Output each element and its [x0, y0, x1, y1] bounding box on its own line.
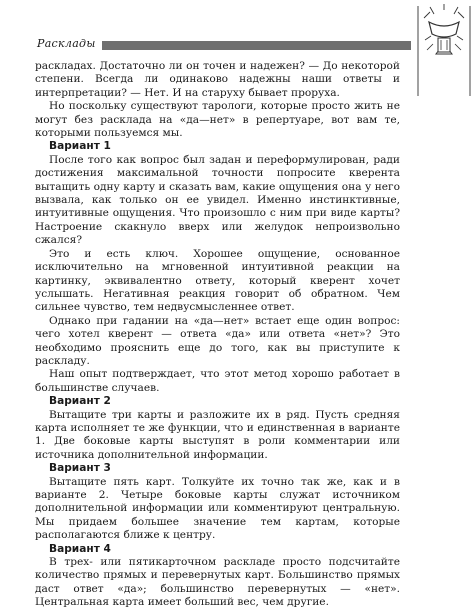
paragraph: После того как вопрос был задан и переформулирован, ради достижения максимальной точности попросите кверента вытащить одну карту и сказать вам, какие ощущения она у него вызвала, как только он ее увидел. Именно инстинктивные, интуитивные ощущения. Что произошло с ним при виде карты? Настроение скакнуло вверх или желудок непроизвольно сжался?	[35, 153, 400, 247]
chapter-tab	[416, 0, 473, 96]
tarot-cup-icon	[416, 0, 473, 96]
section-heading: Вариант 2	[49, 395, 111, 408]
paragraph: раскладах. Достаточно ли он точен и надежен? — До некоторой степени. Всегда ли одинаково надежны наши ответы и интерпретации? — Нет. И на старуху бывает проруха.	[35, 60, 400, 99]
section-heading: Вариант 1	[49, 140, 111, 153]
paragraph: Однако при гадании на «да—нет» встает еще один вопрос: чего хотел кверент — ответа «да» или ответа «нет»? Это необходимо прояснить еще до того, как вы приступите к раскладу.	[35, 314, 400, 367]
paragraph: Наш опыт подтверждает, что этот метод хорошо работает в большинстве случаев.	[35, 368, 400, 394]
running-header	[0, 38, 411, 52]
section-heading: Вариант 3	[49, 462, 111, 475]
section-heading: Вариант 4	[49, 542, 111, 555]
running-header-title: Расклады	[37, 37, 96, 50]
paragraph: В трех- или пятикарточном раскладе просто подсчитайте количество прямых и перевернутых карт. Большинство прямых даст ответ «да»; большинство перевернутых — «нет». Центральная карта имеет больший вес, чем другие.	[35, 556, 400, 609]
paragraph: Вытащите три карты и разложите их в ряд. Пусть средняя карта исполняет те же функции, что и единственная в варианте 1. Две боковые карты выступят в роли комментарии или источника дополнительной информации.	[35, 408, 400, 461]
page-body	[35, 60, 400, 610]
paragraph: Это и есть ключ. Хорошее ощущение, основанное исключительно на мгновенной интуитивной реакции на картинку, эквивалентно ответу, который кверент хочет услышать. Негативная реакция говорит об обратном. Чем сильнее чувство, тем недвусмысленнее ответ.	[35, 247, 400, 314]
paragraph: Но поскольку существуют тарологи, которые просто жить не могут без расклада на «да—нет» в репертуаре, вот вам те, которыми пользуемся мы.	[35, 100, 400, 140]
paragraph: Вытащите пять карт. Толкуйте их точно так же, как и в варианте 2. Четыре боковые карты служат источником дополнительной информации или комментируют центральную. Мы придаем большее значение тем картам, которые располагаются ближе к центру.	[35, 475, 400, 542]
header-rule	[102, 41, 411, 50]
